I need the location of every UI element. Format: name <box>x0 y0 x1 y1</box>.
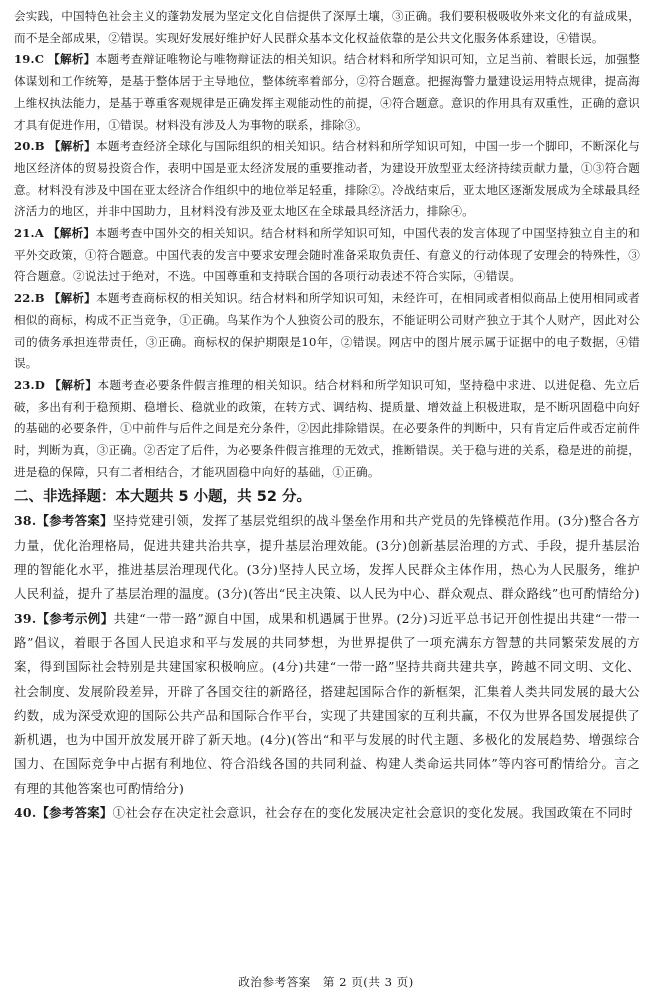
answer-tag: 【参考答案】 <box>36 513 113 529</box>
item-number: 20.B <box>14 139 45 154</box>
analysis-tag: 【解析】 <box>48 291 97 306</box>
page-footer: 政治参考答案 第 2 页(共 3 页) <box>238 975 414 989</box>
item-number: 19.C <box>14 52 45 67</box>
answer-40 <box>14 801 640 825</box>
mc-item-22 <box>14 288 640 375</box>
mc-item-19 <box>14 49 640 136</box>
analysis-tag: 【解析】 <box>48 139 97 154</box>
analysis-tag: 【解析】 <box>47 226 96 241</box>
item-text: 本题考查商标权的相关知识。结合材料和所学知识可知，未经许可，在相同或者相似商品上使用相同或者相似的商标，构成不正当竞争，①正确。鸟某作为个人独资公司的股东，不能证明公司财产独立于其个人财产，因此对公司的债务承担连带责任，③正确。商标权的保护期限是10年，②错误。网店中的图片展示属于证据中的电子数据，④错误。 <box>14 291 640 371</box>
answer-text: 共建“一带一路”源自中国，成果和机遇属于世界。(2分)习近平总书记开创性提出共建“一带一路”倡议，着眼于各国人民追求和平与发展的共同梦想，为世界提供了一项充满东方智慧的共同繁荣发展的方案，得到国际社会特别是共建国家积极响应。(4分)共建“一带一路”坚持共商共建共享，跨越不同文明、文化、社会制度、发展阶段差异，开辟了各国交往的新路径，搭建起国际合作的新框架，汇集着人类共同发展的最大公约数，成为深受欢迎的国际公共产品和国际合作平台，实现了共建国家的互利共赢，不仅为世界各国发展提供了新机遇，也为中国开放发展开辟了新天地。(4分)(答出“和平与发展的时代主题、多极化的发展趋势、增强综合国力、在国际竞争中占据有利地位、符合沿线各国的共同利益、构建人类命运共同体”等内容可酌情给分。言之有理的其他答案也可酌情给分) <box>14 610 640 796</box>
item-number: 38. <box>14 513 37 529</box>
section-title: 二、非选择题：本大题共 5 小题，共 52 分。 <box>14 489 311 506</box>
item-number: 22.B <box>14 291 45 306</box>
item-text: 本题考查辩证唯物论与唯物辩证法的相关知识。结合材料和所学知识可知，立足当前、着眼长远，加强整体谋划和工作统筹，是基于整体居于主导地位，整体统率着部分，②符合题意。把握海警力量建设运用特点规律，提高海上维权执法能力，是基于尊重客观规律是正确发挥主观能动性的前提，④符合题意。意识的作用具有双重性，正确的意识才具有促进作用，①错误。材料没有涉及人为事物的联系，排除③。 <box>14 52 640 132</box>
answer-text: ①社会存在决定社会意识，社会存在的变化发展决定社会意识的变化发展。我国政策在不同时 <box>112 805 633 821</box>
analysis-tag: 【解析】 <box>48 52 96 67</box>
answer-tag: 【参考示例】 <box>36 610 114 626</box>
answer-tag: 【参考答案】 <box>36 805 113 821</box>
item-text: 本题考查必要条件假言推理的相关知识。结合材料和所学知识可知，坚持稳中求进、以进促稳、先立后破，多出有利于稳预期、稳增长、稳就业的政策，在转方式、调结构、提质量、增效益上积极进取，是不断巩固稳中向好的基础的必要条件，①中前件与后件之间是充分条件，②因此排除错误。在必要条件的判断中，只有肯定后件或否定前件时，判断为真，③正确。②否定了后件，为必要条件假言推理的无效式，推断错误。关于稳与进的关系，稳是进的前提，进是稳的保障，只有二者相结合，才能巩固稳中向好的基础，①正确。 <box>14 377 640 479</box>
item-text: 本题考查经济全球化与国际组织的相关知识。结合材料和所学知识可知，中国一步一个脚印，不断深化与地区经济体的贸易投资合作，表明中国是亚太经济发展的重要推动者，为建设开放型亚太经济持续贡献力量，①③符合题意。材料没有涉及中国在亚太经济合作组织中的地位举足轻重，排除②。冷战结束后，亚太地区逐渐发展成为全球最具经济活力的地区，并非中国助力，且材料没有涉及亚太地区在全球最具经济活力，排除④。 <box>14 139 640 219</box>
mc-item-23 <box>14 375 640 484</box>
intro-paragraph: 会实践，中国特色社会主义的蓬勃发展为坚定文化自信提供了深厚土壤，③正确。我们要积极吸收外来文化的有益成果，而不是全部成果，②错误。实现好发展好维护好人民群众基本文化权益依靠的是公共文化服务体系建设，④错误。 <box>14 9 640 45</box>
item-number: 39. <box>14 610 37 626</box>
answer-text: 坚持党建引领，发挥了基层党组织的战斗堡垒作用和共产党员的先锋模范作用。(3分)整合各方力量，优化治理格局，促进共建共治共享，提升基层治理效能。(3分)创新基层治理的方式、手段，提升基层治理的智能化水平，推进基层治理现代化。(3分)坚持人民立场，发挥人民群众主体作用，热心为人民服务，维护人民利益，提升了基层治理的温度。(3分)(答出“民主决策、以人民为中心、群众观点、群众路线”也可酌情给分) <box>14 513 640 602</box>
item-text: 本题考查中国外交的相关知识。结合材料和所学知识可知，中国代表的发言体现了中国坚持独立自主的和平外交政策，①符合题意。中国代表的发言中要求安理会随时准备采取负责任、有意义的行动体现了安理会的特殊性，③符合题意。②说法过于绝对，不选。中国尊重和支持联合国的各项行动表述不符合实际，④错误。 <box>14 226 640 284</box>
item-number: 23.D <box>14 377 46 392</box>
item-number: 21.A <box>14 226 44 241</box>
analysis-tag: 【解析】 <box>49 377 98 392</box>
answer-39 <box>14 607 640 801</box>
answer-38 <box>14 509 640 606</box>
answer-page <box>14 6 640 825</box>
mc-item-20 <box>14 136 640 223</box>
item-number: 40. <box>14 805 37 821</box>
mc-item-21 <box>14 223 640 288</box>
